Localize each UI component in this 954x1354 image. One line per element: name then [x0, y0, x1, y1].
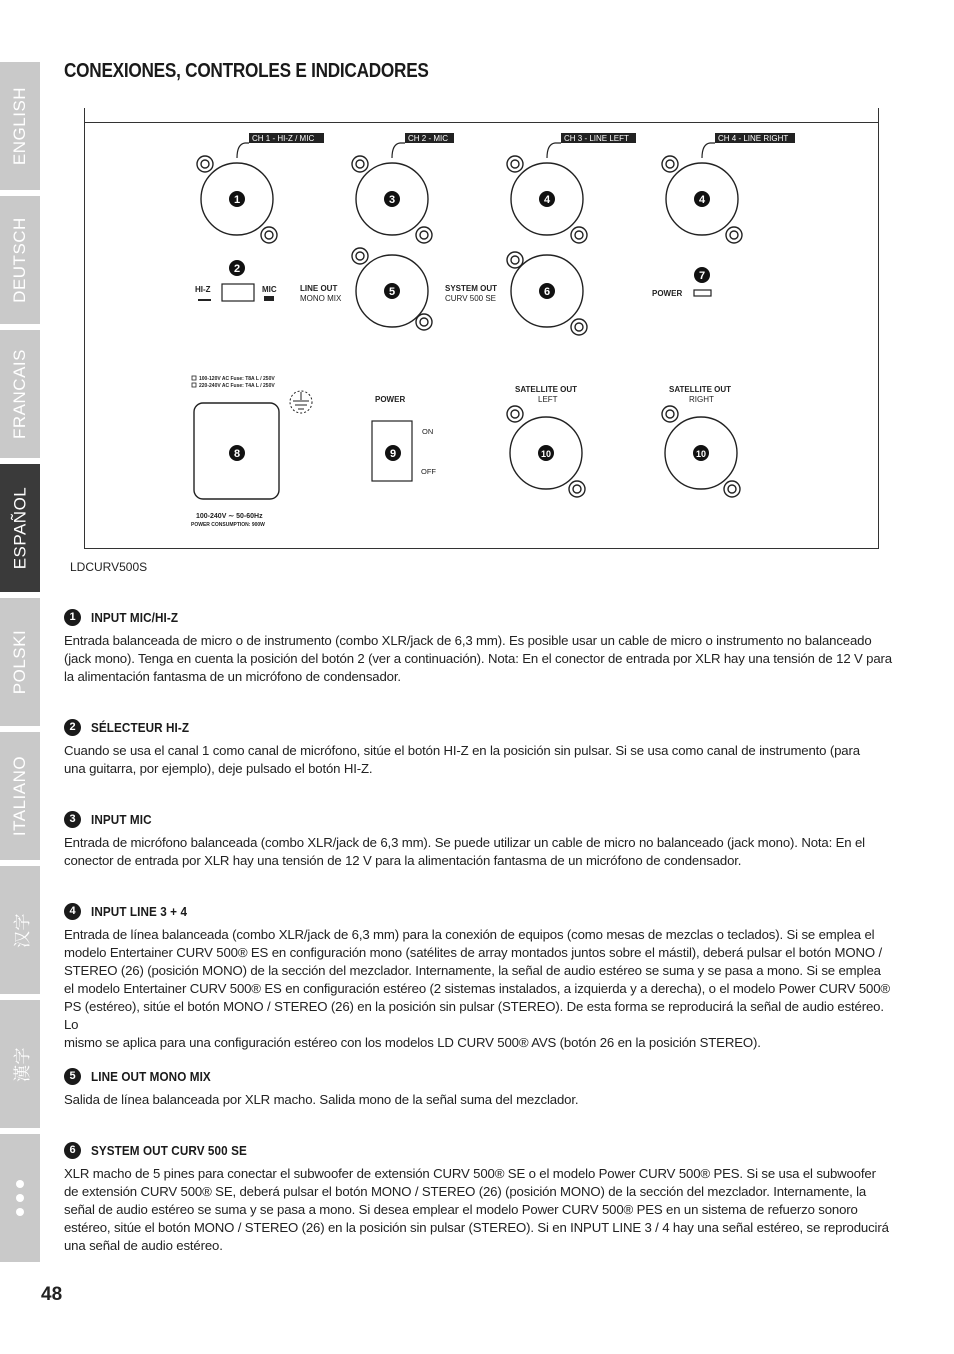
language-tabs	[0, 62, 40, 1268]
section-2-title: SÉLECTEUR HI-Z	[91, 719, 190, 735]
section-4-number: 4	[64, 903, 81, 920]
section-6	[64, 1141, 894, 1255]
page-number: 48	[41, 1284, 63, 1305]
tab-deutsch-label: DEUTSCH	[10, 217, 30, 303]
hiz-label: HI-Z	[195, 285, 211, 294]
ch2-label: CH 2 - MIC	[408, 134, 448, 143]
power-led-label: POWER	[652, 289, 683, 298]
tab-espanol[interactable]	[0, 464, 40, 592]
tab-english[interactable]	[0, 62, 40, 190]
badge-3: 3	[388, 194, 396, 206]
section-5-number: 5	[64, 1068, 81, 1085]
sat-out-left-label: SATELLITE OUT	[515, 385, 578, 394]
right-label: RIGHT	[689, 395, 714, 404]
tab-english-label: ENGLISH	[10, 86, 30, 166]
badge-4a: 4	[543, 194, 551, 206]
badge-10a: 10	[540, 449, 552, 459]
more-dots-icon	[16, 1180, 24, 1216]
badge-9: 9	[389, 448, 397, 460]
curv500se-label: CURV 500 SE	[445, 294, 496, 303]
tab-chinese-simplified-label: 汉字	[12, 912, 32, 948]
badge-6: 6	[543, 286, 551, 298]
tab-polski-label: POLSKI	[10, 629, 30, 695]
system-out-label: SYSTEM OUT	[445, 284, 498, 293]
voltage-label: 100-240V ∼ 50-60Hz	[196, 513, 263, 520]
rear-panel-drawing	[85, 108, 880, 549]
ch4-label: CH 4 - LINE RIGHT	[718, 134, 789, 143]
section-4	[64, 902, 894, 1052]
section-1-title: INPUT MIC/HI-Z	[91, 609, 179, 625]
off-label: OFF	[421, 467, 436, 476]
section-6-title: SYSTEM OUT CURV 500 SE	[91, 1142, 247, 1158]
tab-polski[interactable]	[0, 598, 40, 726]
line-out-label: LINE OUT	[300, 284, 338, 293]
left-label: LEFT	[538, 395, 558, 404]
badge-4b: 4	[698, 194, 706, 206]
hiz-switch	[222, 284, 254, 301]
section-3-number: 3	[64, 811, 81, 828]
section-3-body: Entrada de micrófono balanceada (combo XLR/jack de 6,3 mm). Se puede utilizar un cable de micro no balanceado (jack mono). Nota: En el conector de entrada por XLR hay una tensión de 12 V para la alimentación fantasma de un micrófono de condensador.	[64, 835, 865, 868]
tab-more[interactable]	[0, 1134, 40, 1262]
fuse1-label: 100-120V AC Fuse: T8A L / 250V	[199, 376, 275, 382]
section-1-body: Entrada balanceada de micro o de instrumento (combo XLR/jack de 6,3 mm). Es posible usar un cable de micro o instrumento no balanceado (jack mono). Tenga en cuenta la posición del botón 2 (ver a continuación). Nota: En el conector de entrada por XLR hay una tensión de 12 V para la alimentación fantasma de un micrófono de condensador.	[64, 633, 892, 684]
section-6-body: XLR macho de 5 pines para conectar el subwoofer de extensión CURV 500® SE o el modelo Power CURV 500® PES. Si se usa el subwoofer de extensión CURV 500® SE, deberá pulsar el botón MONO / STEREO (26) (posición MONO) de la sección del mezclador. Internamente, la señal de audio estéreo se suma y se pasa a mono. Si desea emplear el modelo Power CURV 500® PES en un sistema de refuerzo sonoro estéreo, sitúe el botón MONO / STEREO (26) en la posición sin pulsar (STEREO). Si en INPUT LINE 3 / 4 hay una señal estéreo, se reproducirá una señal de audio estéreo.	[64, 1166, 889, 1253]
consumption-label: POWER CONSUMPTION: 900W	[191, 522, 265, 528]
section-3-title: INPUT MIC	[91, 811, 152, 827]
tab-francais[interactable]	[0, 330, 40, 458]
section-6-number: 6	[64, 1142, 81, 1159]
section-1-number: 1	[64, 609, 81, 626]
section-3	[64, 810, 894, 870]
badge-5: 5	[388, 286, 396, 298]
section-2-body: Cuando se usa el canal 1 como canal de micrófono, sitúe el botón HI-Z en la posición sin pulsar. Si se usa como canal de instrumento (para una guitarra, por ejemplo), deje pulsado el botón HI-Z.	[64, 743, 860, 776]
tab-francais-label: FRANCAIS	[10, 349, 29, 439]
badge-8: 8	[233, 448, 241, 460]
section-4-body: Entrada de línea balanceada (combo XLR/jack de 6,3 mm) para la conexión de equipos (como mesas de mezclas o teclados). Si se emplea el modelo Entertainer CURV 500® ES en configuración mono (satélites de array montados juntos sobre el mástil), deberá pulsar el botón MONO / STEREO (26) (posición MONO) de la sección del mezclador. Internamente, la señal de audio estéreo se suma y se pasa a mono. Si se emplea el modelo Entertainer CURV 500® ES en configuración estéreo (2 sistemas instalados, a izquierda y a derecha), o el modelo Power CURV 500® PS (estéreo), sitúe el botón MONO / STEREO (26) en la posición sin pulsar (STEREO). De esta forma se reproducirá la señal de audio estéreo. Lo mismo se aplica para una configuración estéreo con los modelos LD CURV 500® AVS (botón 26 en la posición STEREO).	[64, 927, 890, 1050]
badge-7: 7	[698, 270, 706, 282]
section-5-body: Salida de línea balanceada por XLR macho. Salida mono de la señal suma del mezclador.	[64, 1092, 579, 1107]
mic-label: MIC	[262, 285, 277, 294]
badge-10b: 10	[695, 449, 707, 459]
tab-chinese-simplified[interactable]	[0, 866, 40, 994]
page-title: CONEXIONES, CONTROLES E INDICADORES	[64, 60, 429, 82]
ch3-label: CH 3 - LINE LEFT	[564, 134, 629, 143]
ch1-label: CH 1 - HI-Z / MIC	[252, 134, 315, 143]
fuse2-label: 220-240V AC Fuse: T4A L / 250V	[199, 383, 275, 389]
power-led	[694, 290, 711, 296]
tab-italiano-label: ITALIANO	[10, 755, 30, 837]
tab-espanol-label: ESPAÑOL	[10, 486, 29, 570]
tab-chinese-traditional[interactable]	[0, 1000, 40, 1128]
badge-2: 2	[233, 263, 241, 275]
section-2-number: 2	[64, 719, 81, 736]
section-5	[64, 1067, 894, 1109]
tab-deutsch[interactable]	[0, 196, 40, 324]
model-label: LDCURV500S	[70, 560, 148, 574]
section-1	[64, 608, 894, 686]
tab-italiano[interactable]	[0, 732, 40, 860]
mono-mix-label: MONO MIX	[300, 294, 342, 303]
sat-out-right-label: SATELLITE OUT	[669, 385, 732, 394]
badge-1: 1	[233, 194, 241, 206]
section-5-title: LINE OUT MONO MIX	[91, 1068, 211, 1084]
section-4-title: INPUT LINE 3 + 4	[91, 903, 188, 919]
ground-icon	[290, 391, 312, 413]
tab-chinese-traditional-label: 漢字	[12, 1046, 32, 1082]
rear-panel-diagram	[84, 108, 879, 549]
power-switch-label: POWER	[375, 395, 406, 404]
section-2	[64, 718, 894, 778]
on-label: ON	[422, 427, 434, 436]
